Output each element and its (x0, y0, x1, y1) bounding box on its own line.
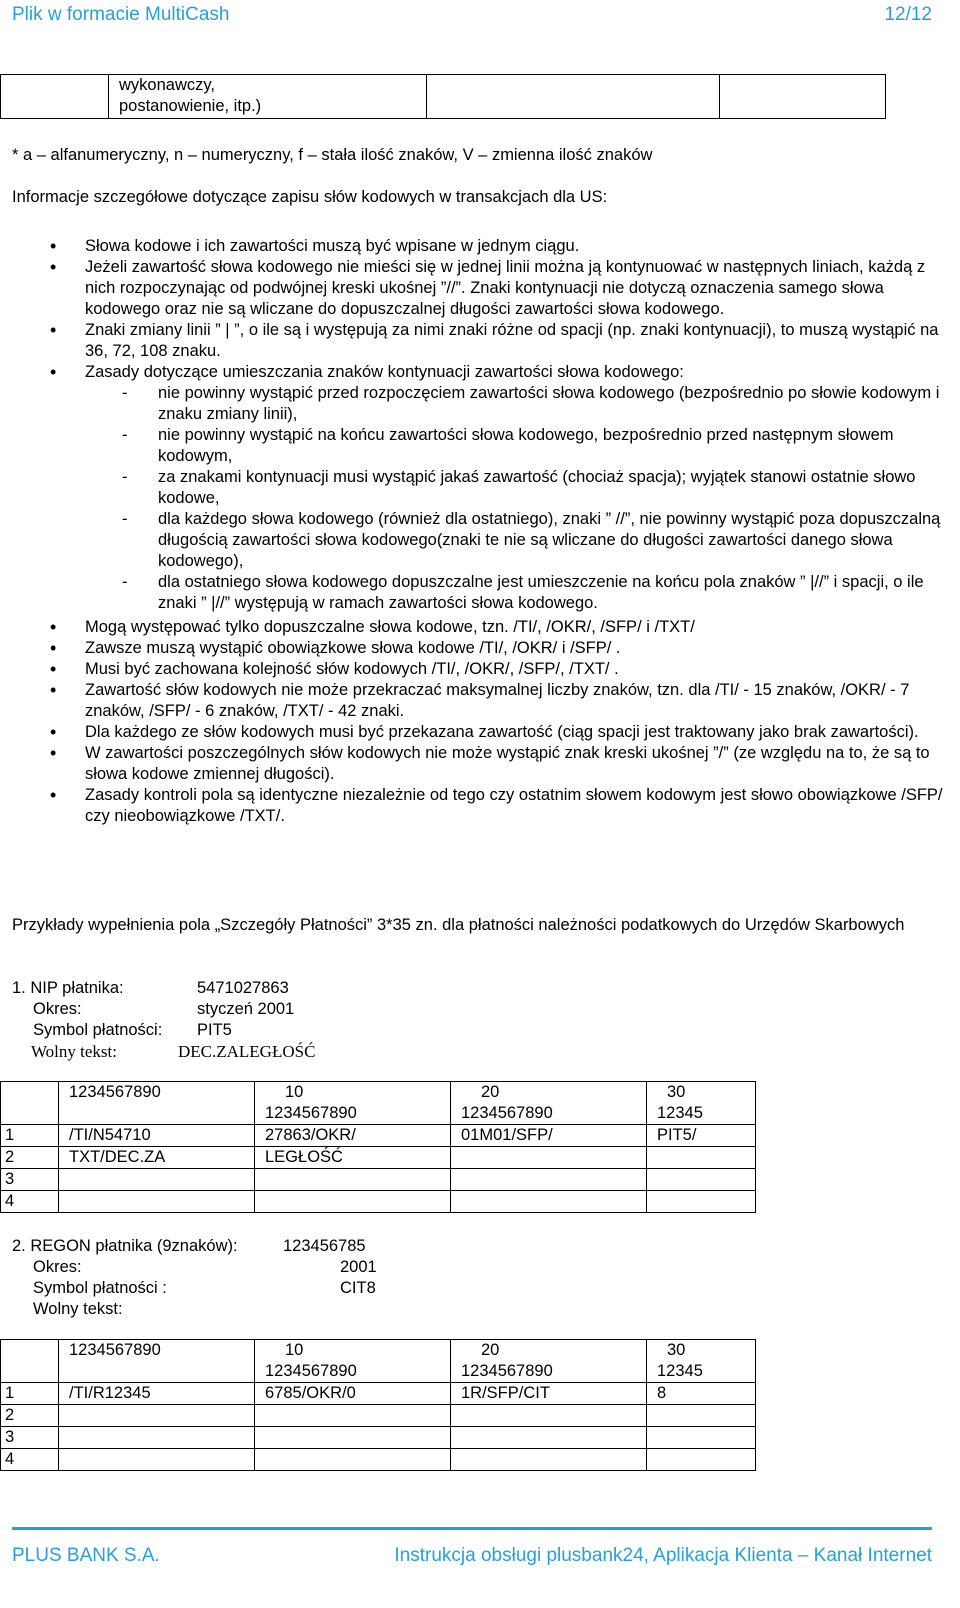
okres-label: Okres: (33, 1258, 82, 1276)
symbol-label: Symbol płatności : (33, 1279, 167, 1297)
table-cell: 10 1234567890 (255, 1082, 451, 1125)
table-cell (109, 75, 427, 119)
list-item: • Zawsze muszą wystąpić obowiązkowe słowa kodowe /TI/, /OKR/ i /SFP/ . (0, 638, 955, 659)
list-item: • Zawartość słów kodowych nie może przekraczać maksymalnej liczby znaków, tzn. dla /TI/ - 15 znaków, /OKR/ - 7 znaków, /SFP/ - 6 znaków, /TXT/ - 42 znaki. (0, 680, 955, 722)
list-item: • Zasady kontroli pola są identyczne niezależnie od tego czy ostatnim słowem kodowym jest słowo obowiązkowe /SFP/ czy nieobowiązkowe /TXT/. (0, 785, 955, 827)
table-cell (427, 75, 720, 119)
okres-label: Okres: (33, 1000, 82, 1018)
table-cell (720, 75, 886, 119)
footer-company: PLUS BANK S.A. (12, 1545, 160, 1566)
table-cell (1, 1082, 59, 1125)
sub-list-item: - nie powinny wystąpić przed rozpoczęciem zawartości słowa kodowego (bezpośrednio po słowie kodowym i znaku zmiany linii), (85, 383, 955, 425)
table-row: 4 (1, 1449, 756, 1471)
cell-line: wykonawczy, (119, 76, 215, 94)
table-row: 1 /TI/N54710 27863/OKR/ 01M01/SFP/ PIT5/ (1, 1125, 756, 1147)
footer-document-title: Instrukcja obsługi plusbank24, Aplikacja Klienta – Kanał Internet (394, 1545, 932, 1566)
wolny-label: Wolny tekst: (31, 1042, 117, 1061)
table-cell: 30 12345 (647, 1340, 756, 1383)
list-item-text: • Zasady dotyczące umieszczania znaków kontynuacji zawartości słowa kodowego: (85, 363, 684, 381)
table-cell: 20 1234567890 (451, 1082, 647, 1125)
list-item: • Jeżeli zawartość słowa kodowego nie mieści się w jednej linii można ją kontynuować w następnych liniach, każdą z nich rozpoczynając od podwójnej kreski ukośnej ”//”. Znaki kontynuacji nie dotyczą oznaczenia samego słowa kodowego oraz nie są wliczane do dopuszczalnej długości zawartości słowa kodowego. (0, 257, 955, 320)
list-item (0, 362, 955, 614)
table-cell (1, 75, 109, 119)
table-row: 2 (1, 1405, 756, 1427)
sub-list-item: - nie powinny wystąpić na końcu zawartości słowa kodowego, bezpośrednio przed następnym słowem kodowym, (85, 425, 955, 467)
table-cell: 1234567890 (59, 1340, 255, 1383)
table-cell: 10 1234567890 (255, 1340, 451, 1383)
intro-paragraph: Informacje szczegółowe dotyczące zapisu słów kodowych w transakcjach dla US: (12, 188, 608, 206)
list-item: • W zawartości poszczególnych słów kodowych nie może wystąpić znak kreski ukośnej ”/” (ze względu na to, że są to słowa kodowe zmiennej długości). (0, 743, 955, 785)
list-item: • Mogą występować tylko dopuszczalne słowa kodowe, tzn. /TI/, /OKR/, /SFP/ i /TXT/ (0, 617, 955, 638)
table-cell: 30 12345 (647, 1082, 756, 1125)
symbol-value: CIT8 (340, 1279, 376, 1297)
wolny-value: DEC.ZALEGŁOŚĆ (178, 1042, 316, 1061)
example2-table (0, 1339, 756, 1471)
list-item: • Dla każdego ze słów kodowych musi być przekazana zawartość (ciąg spacji jest traktowany jako brak zawartości). (0, 722, 955, 743)
table-row: 1 /TI/R12345 6785/OKR/0 1R/SFP/CIT 8 (1, 1383, 756, 1405)
sub-list-item: - za znakami kontynuacji musi wystąpić jakaś zawartość (chociaż spacja); wyjątek stanowi ostatnie słowo kodowe, (85, 467, 955, 509)
table-cell (1, 1340, 59, 1383)
list-item: • Musi być zachowana kolejność słów kodowych /TI/, /OKR/, /SFP/, /TXT/ . (0, 659, 955, 680)
example1-table (0, 1081, 756, 1213)
table-row: 3 (1, 1169, 756, 1191)
list-item: • Znaki zmiany linii ” | ”, o ile są i występują za nimi znaki różne od spacji (np. znaki kontynuacji), to muszą wystąpić na 36, 72, 108 znaku. (0, 320, 955, 362)
rules-list (0, 236, 955, 827)
table-row: 4 (1, 1191, 756, 1213)
nip-label: 1. NIP płatnika: (12, 979, 124, 997)
table-cell: 20 1234567890 (451, 1340, 647, 1383)
continuation-table (0, 74, 886, 119)
sub-list-item: - dla ostatniego słowa kodowego dopuszczalne jest umieszczenie na końcu pola znaków ” |//” i spacji, o ile znaki ” |//” występują w ramach zawartości słowa kodowego. (85, 572, 955, 614)
sub-list (85, 383, 955, 614)
cell-line: postanowienie, itp.) (119, 97, 262, 115)
examples-intro: Przykłady wypełnienia pola „Szczegóły Płatności” 3*35 zn. dla płatności należności podatkowych do Urzędów Skarbowych (12, 916, 905, 934)
page-number: 12/12 (884, 4, 932, 25)
footer-divider (12, 1527, 932, 1530)
regon-label: 2. REGON płatnika (9znaków): (12, 1237, 238, 1255)
table-row: 2 TXT/DEC.ZA LEGŁOŚĆ (1, 1147, 756, 1169)
wolny-label: Wolny tekst: (33, 1300, 123, 1318)
list-item: • Słowa kodowe i ich zawartości muszą być wpisane w jednym ciągu. (0, 236, 955, 257)
symbol-label: Symbol płatności: (33, 1021, 163, 1039)
regon-value: 123456785 (283, 1237, 366, 1255)
table-cell: 1234567890 (59, 1082, 255, 1125)
table-row: 3 (1, 1427, 756, 1449)
header-title: Plik w formacie MultiCash (12, 4, 230, 25)
type-legend: * a – alfanumeryczny, n – numeryczny, f – stała ilość znaków, V – zmienna ilość znaków (12, 146, 653, 164)
okres-value: styczeń 2001 (197, 1000, 295, 1018)
okres-value: 2001 (340, 1258, 377, 1276)
sub-list-item: - dla każdego słowa kodowego (również dla ostatniego), znaki ” //”, nie powinny wystąpić poza dopuszczalną długością zawartości słowa kodowego(znaki te nie są wliczane do długości zawartości danego słowa kodowego), (85, 509, 955, 572)
nip-value: 5471027863 (197, 979, 289, 997)
symbol-value: PIT5 (197, 1021, 232, 1039)
